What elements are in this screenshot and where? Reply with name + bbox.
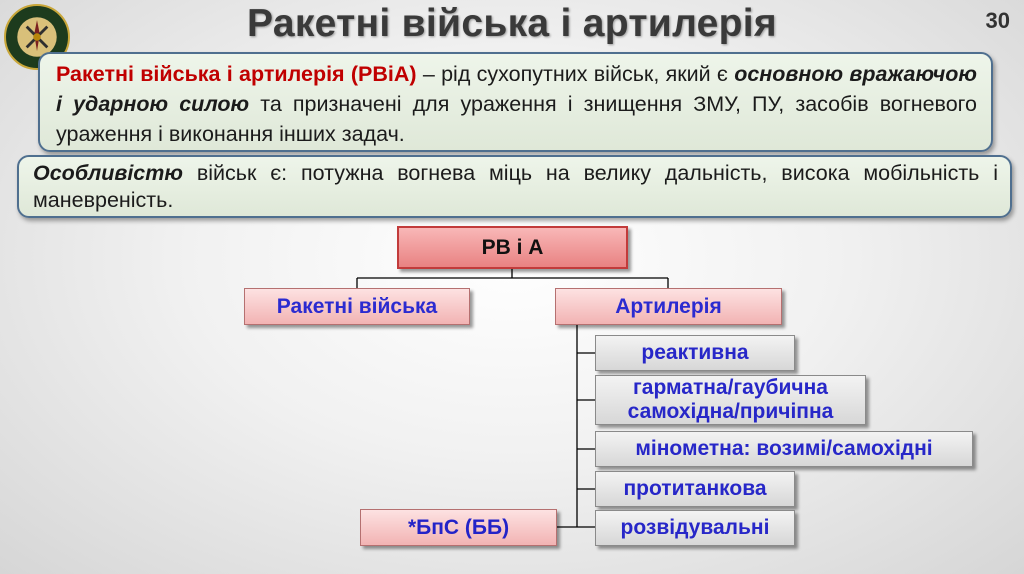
definition-text-1: – рід сухопутних військ, який є bbox=[416, 62, 735, 86]
feature-emphasis: Особливістю bbox=[33, 161, 183, 185]
node-rocket-forces: Ракетні війська bbox=[244, 288, 470, 325]
definition-emphasis: основною вражаючою і ударною силою bbox=[56, 62, 977, 116]
node-artillery-type-antitank: протитанкова bbox=[595, 471, 795, 507]
definition-text-2: та призначені для ураження і знищення ЗМУ, ПУ, засобів вогневого ураження і виконання інших задач. bbox=[56, 92, 977, 146]
node-artillery: Артилерія bbox=[555, 288, 782, 325]
node-artillery-type-reactive: реактивна bbox=[595, 335, 795, 371]
definition-term: Ракетні війська і артилерія (РВіА) bbox=[56, 62, 417, 86]
page-title: Ракетні війська і артилерія bbox=[247, 2, 777, 45]
node-artillery-type-mortar: мінометна: возимі/самохідні bbox=[595, 431, 973, 467]
node-bps-note: *БпС (ББ) bbox=[360, 509, 557, 546]
node-artillery-type-gun-howitzer: гарматна/гаубична самохідна/причіпна bbox=[595, 375, 866, 425]
node-artillery-type-recon: розвідувальні bbox=[595, 510, 795, 546]
page-number: 30 bbox=[985, 8, 1010, 33]
feature-text: військ є: потужна вогнева міць на велику дальність, висока мобільність і маневреність. bbox=[33, 161, 998, 212]
node-root: РВ і А bbox=[397, 226, 628, 269]
